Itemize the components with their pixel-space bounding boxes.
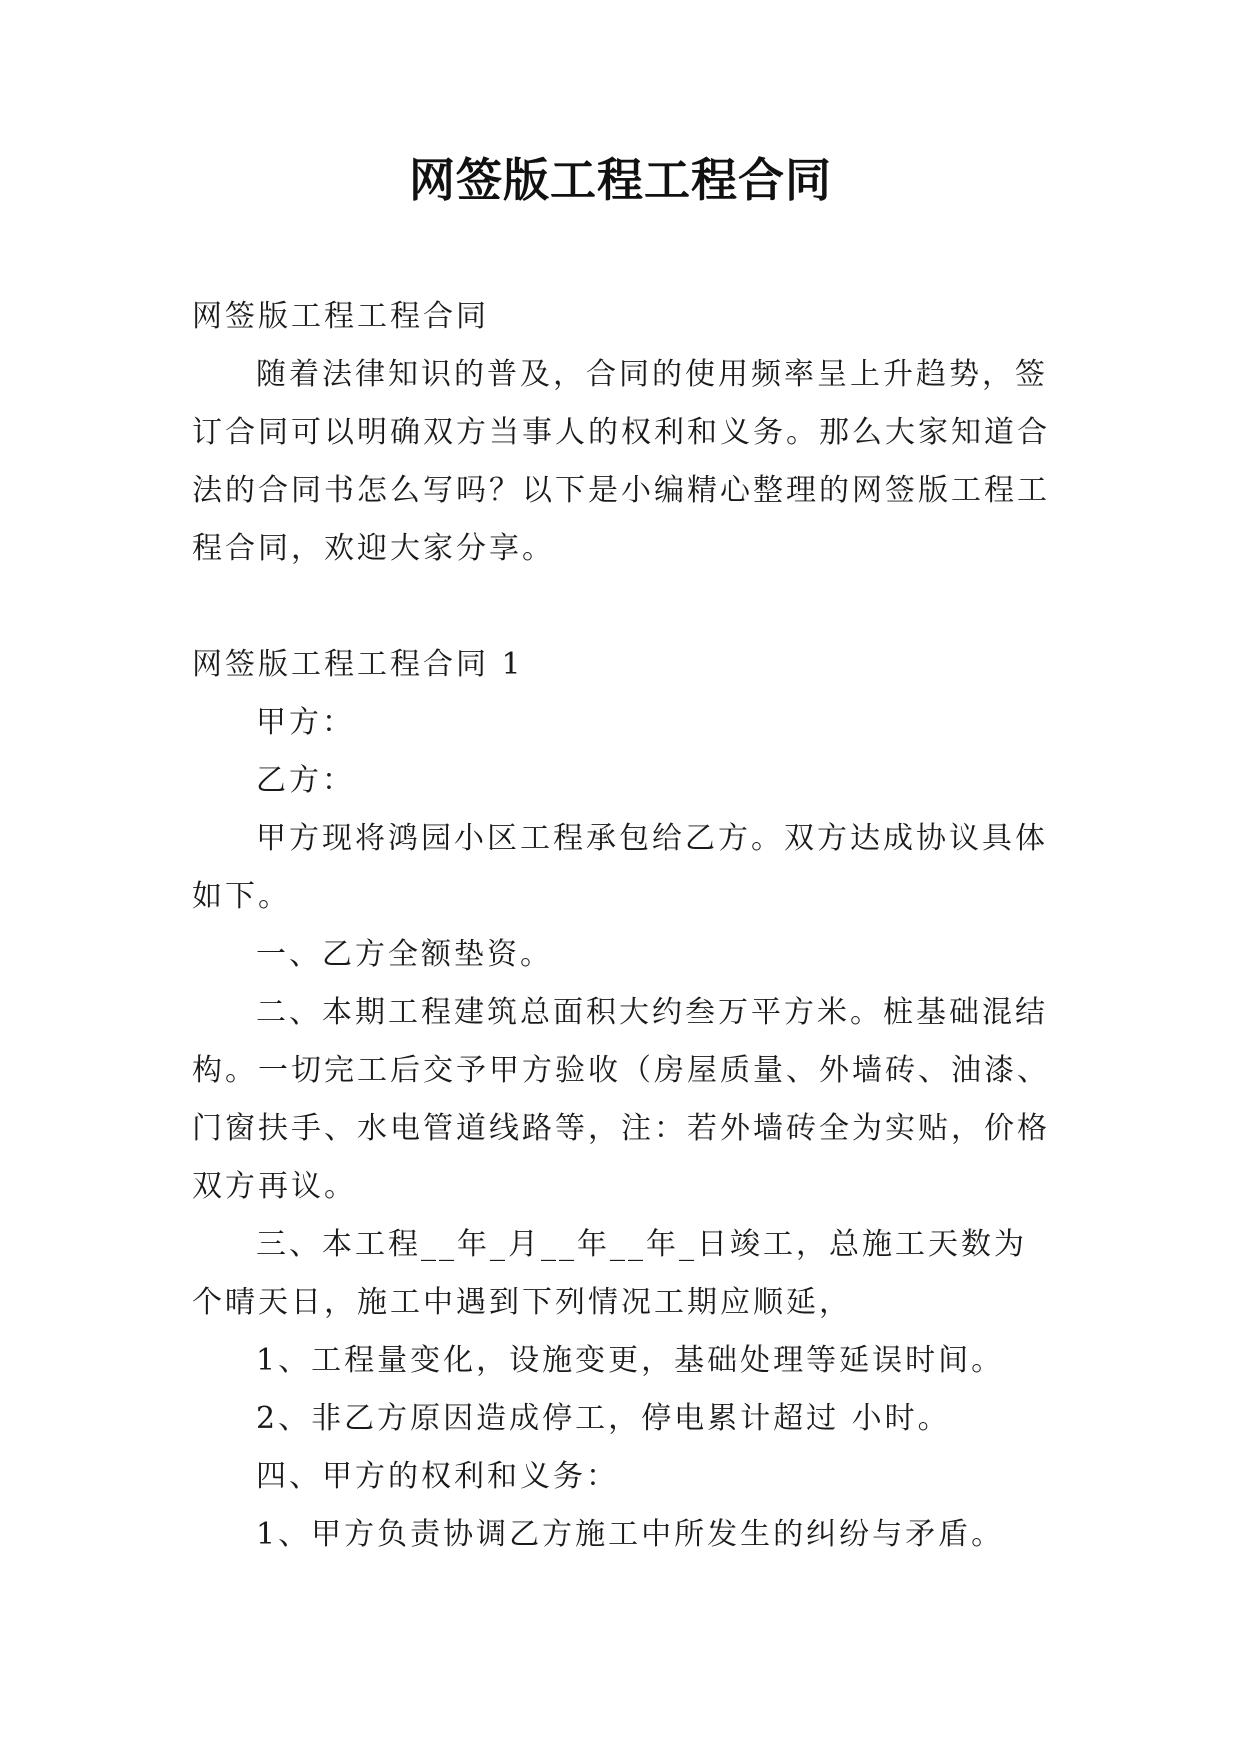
party-b-line: 乙方： [256, 763, 355, 798]
document-body [192, 288, 1052, 1564]
agreement-paragraph: 甲方现将鸿园小区工程承包给乙方。双方达成协议具体如下。 [192, 821, 1048, 914]
clause-4-item-1: 1、甲方负责协调乙方施工中所发生的纠纷与矛盾。 [256, 1517, 1005, 1552]
clause-1: 一、乙方全额垫资。 [256, 937, 553, 972]
document-title: 网签版工程工程合同 [409, 153, 832, 207]
clause-3-item-2: 2、非乙方原因造成停工，停电累计超过 小时。 [256, 1401, 951, 1436]
clause-3: 三、本工程__年_月__年__年_日竣工，总施工天数为个晴天日，施工中遇到下列情况工期应顺延， [192, 1227, 1027, 1320]
clause-3-item-1: 1、工程量变化，设施变更，基础处理等延误时间。 [256, 1343, 1005, 1378]
clause-2: 二、本期工程建筑总面积大约叁万平方米。桩基础混结构。一切完工后交予甲方验收（房屋质量、外墙砖、油漆、门窗扶手、水电管道线路等，注：若外墙砖全为实贴，价格双方再议。 [192, 995, 1050, 1204]
subtitle-paragraph: 网签版工程工程合同 [192, 299, 489, 334]
intro-paragraph: 随着法律知识的普及，合同的使用频率呈上升趋势，签订合同可以明确双方当事人的权利和义务。那么大家知道合法的合同书怎么写吗？以下是小编精心整理的网签版工程工程合同，欢迎大家分享。 [192, 357, 1050, 566]
clause-4: 四、甲方的权利和义务： [256, 1459, 619, 1494]
party-a-line: 甲方： [256, 705, 355, 740]
section-heading: 网签版工程工程合同 1 [192, 647, 524, 682]
